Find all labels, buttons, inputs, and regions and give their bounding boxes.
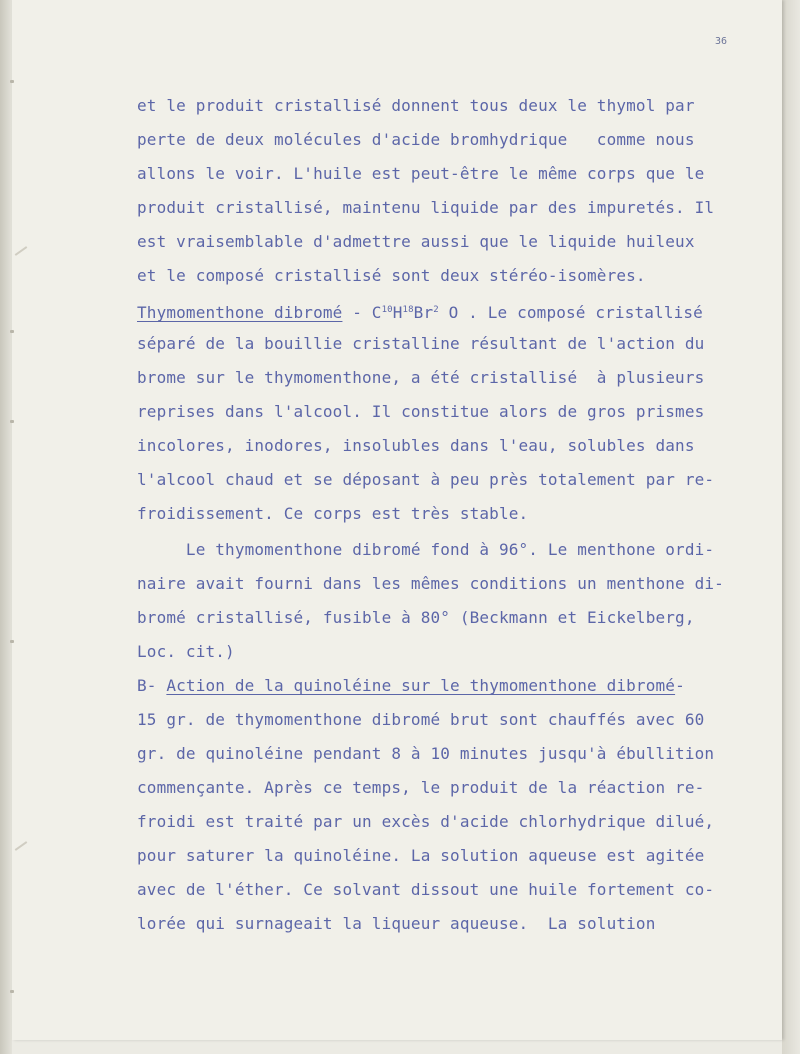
text-line: est vraisemblable d'admettre aussi que le liquide huileux <box>137 232 695 251</box>
text-line: 15 gr. de thymomenthone dibromé brut sont chauffés avec 60 <box>137 710 705 729</box>
text-line: et le composé cristallisé sont deux stéréo-isomères. <box>137 266 646 285</box>
formula-sup: 18 <box>402 305 414 315</box>
text-line: allons le voir. L'huile est peut-être le même corps que le <box>137 164 705 183</box>
formula-part: Br <box>413 303 434 322</box>
text-line: l'alcool chaud et se déposant à peu près totalement par re- <box>137 470 715 489</box>
heading-title: Action de la quinoléine sur le thymomenthone dibromé <box>166 676 676 695</box>
heading-title: Thymomenthone dibromé <box>137 303 343 322</box>
text-line: incolores, inodores, insolubles dans l'eau, solubles dans <box>137 436 695 455</box>
heading-prefix: B- <box>137 676 167 695</box>
text-line: froidissement. Ce corps est très stable. <box>137 504 529 523</box>
text-line: pour saturer la quinoléine. La solution aqueuse est agitée <box>137 846 705 865</box>
binding-stitch <box>10 80 14 83</box>
page-edge <box>782 0 800 1054</box>
book-binding <box>0 0 12 1054</box>
text-line: avec de l'éther. Ce solvant dissout une huile fortement co- <box>137 880 715 899</box>
text-line: brome sur le thymomenthone, a été cristallisé à plusieurs <box>137 368 705 387</box>
heading-suffix: - <box>675 676 685 695</box>
formula-tail: O . Le composé cristallisé <box>438 303 703 322</box>
text-line: naire avait fourni dans les mêmes conditions un menthone di- <box>137 574 724 593</box>
text-line: froidi est traité par un excès d'acide chlorhydrique dilué, <box>137 812 715 831</box>
text-line: perte de deux molécules d'acide bromhydrique comme nous <box>137 130 695 149</box>
binding-stitch <box>10 420 14 423</box>
text-line: bromé cristallisé, fusible à 80° (Beckmann et Eickelberg, <box>137 608 695 627</box>
text-line: et le produit cristallisé donnent tous deux le thymol par <box>137 96 695 115</box>
binding-stitch <box>10 330 14 333</box>
binding-stitch <box>10 990 14 993</box>
page-number: 36 <box>715 36 728 47</box>
text-line: produit cristallisé, maintenu liquide par des impuretés. Il <box>137 198 715 217</box>
section-heading-quinoleine <box>137 676 685 696</box>
text-line: Loc. cit.) <box>137 642 235 661</box>
text-line: reprises dans l'alcool. Il constitue alors de gros prismes <box>137 402 705 421</box>
text-line: commençante. Après ce temps, le produit de la réaction re- <box>137 778 705 797</box>
text-line: gr. de quinoléine pendant 8 à 10 minutes jusqu'à ébullition <box>137 744 715 763</box>
text-line: lorée qui surnageait la liqueur aqueuse. La solution <box>137 914 656 933</box>
binding-stitch <box>10 640 14 643</box>
text-line: séparé de la bouillie cristalline résultant de l'action du <box>137 334 705 353</box>
text-line: Le thymomenthone dibromé fond à 96°. Le menthone ordi- <box>137 540 715 559</box>
section-heading-thymomenthone <box>137 300 703 323</box>
formula-sup: 2 <box>433 305 439 315</box>
formula-part: H <box>392 303 403 322</box>
formula-prefix: - C <box>342 303 382 322</box>
formula-sup: 10 <box>381 305 393 315</box>
